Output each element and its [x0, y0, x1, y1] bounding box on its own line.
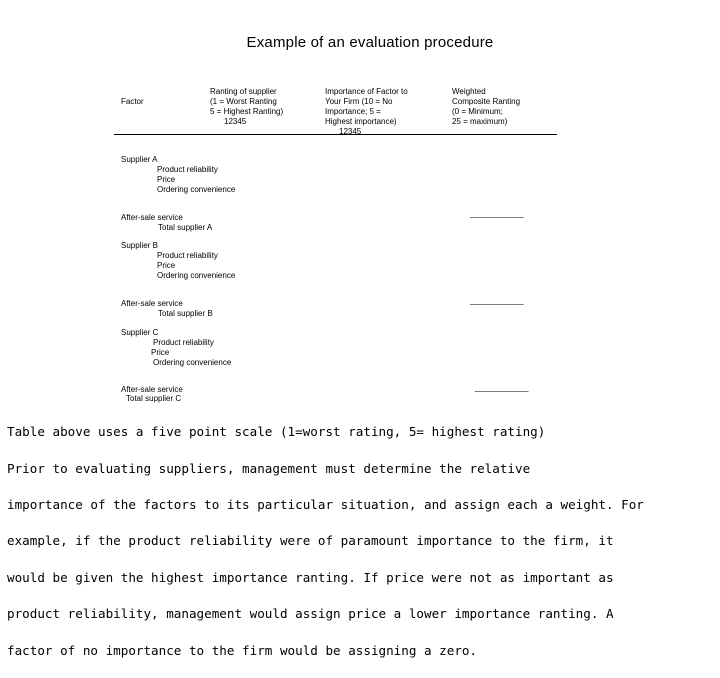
- ranking-scale: 12345: [224, 117, 247, 126]
- weighted-header-line: Weighted: [452, 87, 486, 96]
- ranking-header-line: 5 = Highest Ranting): [210, 107, 284, 116]
- supplier-a-total: Total supplier A: [158, 223, 213, 232]
- ranking-header: [210, 87, 283, 127]
- weighted-header-line: (0 = Minimum;: [452, 107, 503, 116]
- supplier-name: Supplier B: [121, 241, 158, 250]
- importance-header-line: Importance; 5 =: [325, 107, 381, 116]
- factor-row: Ordering convenience: [157, 185, 236, 194]
- supplier-c-total-blank: ____________: [475, 383, 529, 392]
- factor-header: Factor: [121, 97, 144, 106]
- importance-header-line: Highest importance): [325, 117, 397, 126]
- supplier-name: Supplier C: [121, 328, 159, 337]
- factor-row: Price: [157, 175, 176, 184]
- supplier-a-block: [121, 155, 235, 195]
- factor-row: Price: [151, 348, 170, 357]
- ranking-header-line: (1 = Worst Ranting: [210, 97, 277, 106]
- supplier-c-after-sale: After-sale service: [121, 385, 183, 394]
- page-title: Example of an evaluation procedure: [246, 34, 494, 51]
- supplier-b-after-sale: After-sale service: [121, 299, 183, 308]
- supplier-c-block: [121, 328, 231, 368]
- header-rule: [114, 134, 557, 135]
- weighted-header-line: 25 = maximum): [452, 117, 508, 126]
- supplier-a-total-blank: ____________: [470, 209, 524, 218]
- explanation-paragraph: [7, 405, 713, 678]
- supplier-b-total-blank: ____________: [470, 296, 524, 305]
- supplier-c-total: Total supplier C: [126, 394, 182, 403]
- paragraph-line: example, if the product reliability were of paramount importance to the firm, it: [7, 533, 614, 549]
- supplier-b-block: [121, 241, 235, 281]
- importance-header-line: Importance of Factor to: [325, 87, 408, 96]
- factor-row: Product reliability: [157, 165, 218, 174]
- paragraph-line: Prior to evaluating suppliers, management must determine the relative: [7, 460, 531, 476]
- importance-header: [325, 87, 408, 137]
- paragraph-line: would be given the highest importance ranting. If price were not as important as: [7, 569, 614, 585]
- importance-header-line: Your Firm (10 = No: [325, 97, 393, 106]
- factor-row: Price: [157, 261, 176, 270]
- importance-scale: 12345: [339, 127, 362, 136]
- supplier-name: Supplier A: [121, 155, 158, 164]
- factor-row: Product reliability: [153, 338, 214, 347]
- factor-row: Ordering convenience: [157, 271, 236, 280]
- paragraph-line: Table above uses a five point scale (1=worst rating, 5= highest rating): [7, 424, 546, 440]
- weighted-header-line: Composite Ranting: [452, 97, 521, 106]
- weighted-header: [452, 87, 520, 127]
- paragraph-line: factor of no importance to the firm would be assigning a zero.: [7, 642, 478, 658]
- factor-row: Product reliability: [157, 251, 218, 260]
- ranking-header-line: Ranting of supplier: [210, 87, 277, 96]
- paragraph-line: importance of the factors to its particular situation, and assign each a weight. For: [7, 497, 644, 513]
- supplier-a-after-sale: After-sale service: [121, 213, 183, 222]
- supplier-b-total: Total supplier B: [158, 309, 213, 318]
- paragraph-line: product reliability, management would assign price a lower importance ranting. A: [7, 606, 614, 622]
- factor-row: Ordering convenience: [153, 358, 232, 367]
